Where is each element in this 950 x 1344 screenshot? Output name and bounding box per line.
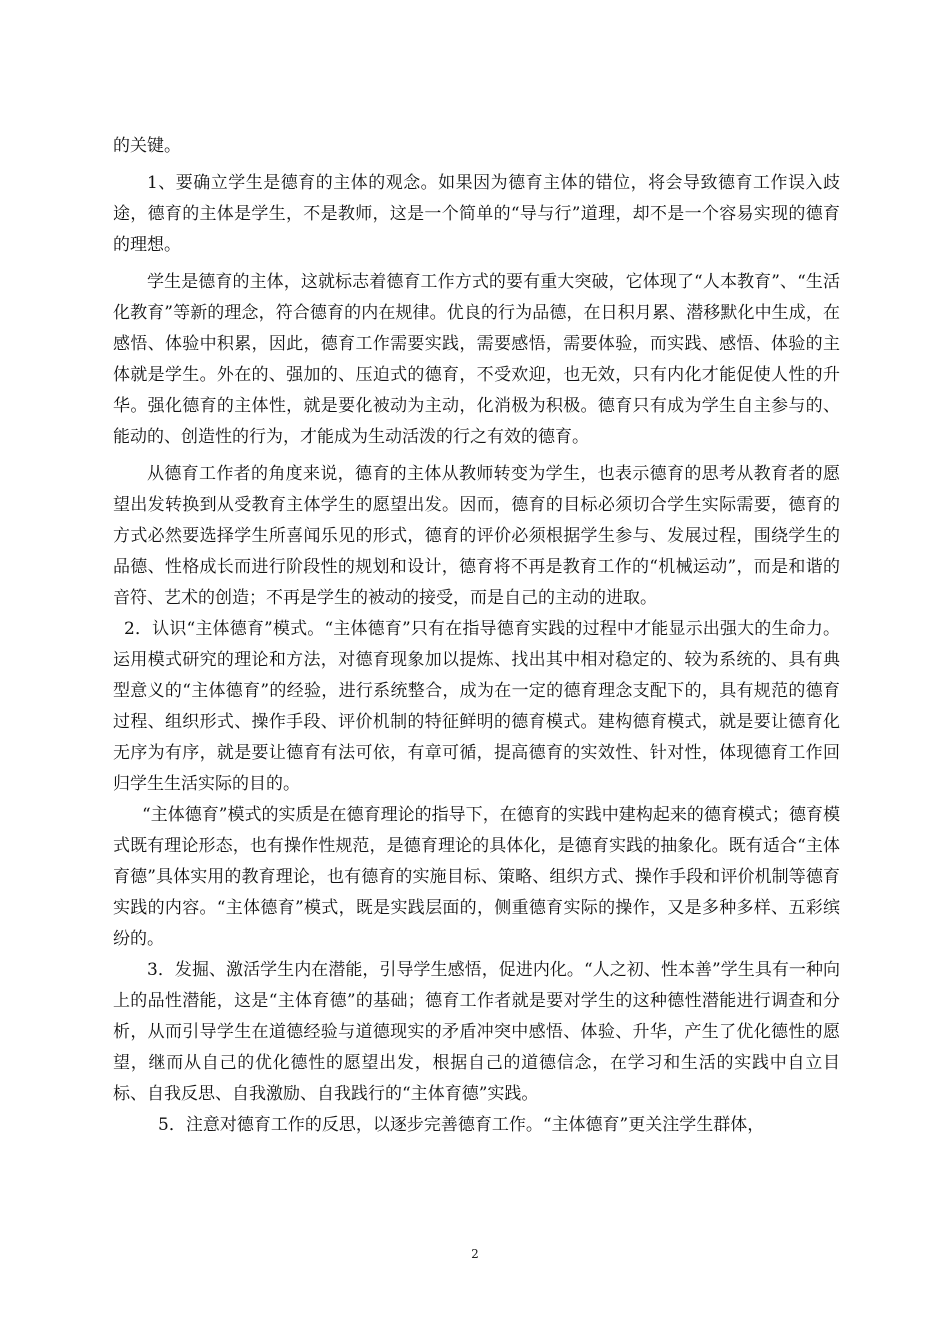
paragraph-model-essence: “主体德育”模式的实质是在德育理论的指导下，在德育的实践中建构起来的德育模式；德育模式既有理论形态，也有操作性规范，是德育理论的具体化，是德育实践的抽象化。既有适合“主体育德”具体实用的教育理论，也有德育的实施目标、策略、组织方式、操作手段和评价机制等德育实践的内容。“主体德育”模式，既是实践层面的，侧重德育实际的操作，又是多种多样、五彩缤纷的。 <box>113 805 840 949</box>
paragraph-continuation: 的关键。 <box>113 136 181 156</box>
paragraph-point-5: 5．注意对德育工作的反思，以逐步完善德育工作。“主体德育”更关注学生群体， <box>158 1115 765 1135</box>
paragraph-point-2: 2．认识“主体德育”模式。“主体德育”只有在指导德育实践的过程中才能显示出强大的生命力。运用模式研究的理论和方法，对德育现象加以提炼、找出其中相对稳定的、较为系统的、具有典型意义的“主体德育”的经验，进行系统整合，成为在一定的德育理念支配下的，具有规范的德育过程、组织形式、操作手段、评价机制的特征鲜明的德育模式。建构德育模式，就是要让德育化无序为有序，就是要让德育有法可依，有章可循，提高德育的实效性、针对性，体现德育工作回归学生生活实际的目的。 <box>113 619 840 794</box>
paragraph-point-3: 3．发掘、激活学生内在潜能，引导学生感悟，促进内化。“人之初、性本善”学生具有一种向上的品性潜能，这是“主体育德”的基础；德育工作者就是要对学生的这种德性潜能进行调查和分析，从而引导学生在道德经验与道德现实的矛盾冲突中感悟、体验、升华，产生了优化德性的愿望，继而从自己的优化德性的愿望出发，根据自己的道德信念，在学习和生活的实践中自立目标、自我反思、自我激励、自我践行的“主体育德”实践。 <box>113 960 840 1104</box>
paragraph-point-1: 1、要确立学生是德育的主体的观念。如果因为德育主体的错位，将会导致德育工作误入歧途，德育的主体是学生，不是教师，这是一个简单的“导与行”道理，却不是一个容易实现的德育的理想。 <box>113 173 840 255</box>
paragraph-educator-perspective: 从德育工作者的角度来说，德育的主体从教师转变为学生，也表示德育的思考从教育者的愿望出发转换到从受教育主体学生的愿望出发。因而，德育的目标必须切合学生实际需要，德育的方式必然要选择学生所喜闻乐见的形式，德育的评价必须根据学生参与、发展过程，围绕学生的品德、性格成长而进行阶段性的规划和设计，德育将不再是教育工作的“机械运动”，而是和谐的音符、艺术的创造；不再是学生的被动的接受，而是自己的主动的进取。 <box>113 464 840 608</box>
paragraph-student-subject: 学生是德育的主体，这就标志着德育工作方式的要有重大突破，它体现了“人本教育”、“生活化教育”等新的理念，符合德育的内在规律。优良的行为品德，在日积月累、潜移默化中生成，在感悟、体验中积累，因此，德育工作需要实践，需要感悟，需要体验，而实践、感悟、体验的主体就是学生。外在的、强加的、压迫式的德育，不受欢迎，也无效，只有内化才能促使人性的升华。强化德育的主体性，就是要化被动为主动，化消极为积极。德育只有成为学生自主参与的、能动的、创造性的行为，才能成为生动活泼的行之有效的德育。 <box>113 272 840 447</box>
document-body <box>113 131 840 1141</box>
page-number: 2 <box>471 1247 479 1261</box>
